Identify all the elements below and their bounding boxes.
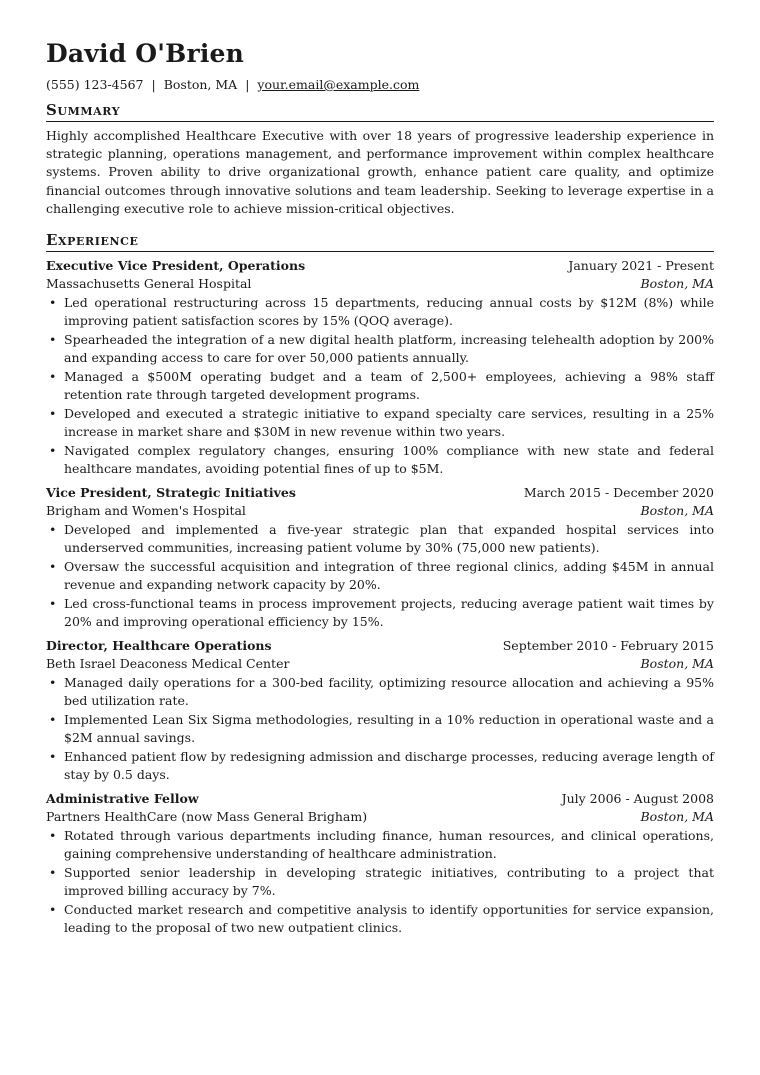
job-dates: January 2021 - Present <box>568 257 714 273</box>
contact-separator: | <box>151 77 156 92</box>
job-organization: Partners HealthCare (now Mass General Brigham) <box>46 809 368 825</box>
job-location: Boston, MA <box>640 809 714 825</box>
job-bullet: • Oversaw the successful acquisition and integration of three regional clinics, adding $45M in annual revenue and expanding network capacity by 20%. <box>46 558 714 595</box>
job-bullet: • Spearheaded the integration of a new digital health platform, increasing telehealth adoption by 200% and expanding access to care for over 50,000 patients annually. <box>46 331 714 368</box>
job-bullet: • Managed daily operations for a 300-bed facility, optimizing resource allocation and achieving a 95% bed utilization rate. <box>46 674 714 711</box>
job-dates: September 2010 - February 2015 <box>502 637 714 653</box>
job-bullet: • Managed a $500M operating budget and a team of 2,500+ employees, achieving a 98% staff retention rate through targeted development programs. <box>46 368 714 405</box>
job-bullet: • Led operational restructuring across 15 departments, reducing annual costs by $12M (8%) while improving patient satisfaction scores by 15% (QOQ average). <box>46 294 714 331</box>
job-title: Executive Vice President, Operations <box>46 257 306 273</box>
job-entry <box>46 637 714 785</box>
job-bullet: • Implemented Lean Six Sigma methodologies, resulting in a 10% reduction in operational waste and a $2M annual savings. <box>46 711 714 748</box>
job-bullet: • Developed and implemented a five-year strategic plan that expanded hospital services into underserved communities, increasing patient volume by 30% (75,000 new patients). <box>46 521 714 558</box>
experience-heading: Experience <box>46 231 714 252</box>
job-bullet: • Enhanced patient flow by redesigning admission and discharge processes, reducing average length of stay by 0.5 days. <box>46 748 714 785</box>
job-title: Vice President, Strategic Initiatives <box>46 484 296 500</box>
job-entry <box>46 257 714 479</box>
experience-section <box>46 231 714 938</box>
job-organization: Brigham and Women's Hospital <box>46 503 246 519</box>
summary-section <box>46 101 714 218</box>
contact-location: Boston, MA <box>163 77 238 92</box>
contact-separator: | <box>245 77 250 92</box>
job-bullets <box>46 827 714 938</box>
job-bullet: • Led cross-functional teams in process improvement projects, reducing average patient wait times by 20% and improving operational efficiency by 15%. <box>46 595 714 632</box>
job-bullet: • Conducted market research and competitive analysis to identify opportunities for service expansion, leading to the proposal of two new outpatient clinics. <box>46 901 714 938</box>
job-bullet: • Navigated complex regulatory changes, ensuring 100% compliance with new state and federal healthcare mandates, avoiding potential fines of up to $5M. <box>46 442 714 479</box>
job-bullets <box>46 521 714 632</box>
job-entry <box>46 484 714 632</box>
job-location: Boston, MA <box>640 503 714 519</box>
job-organization: Massachusetts General Hospital <box>46 276 252 292</box>
contact-line <box>46 76 714 93</box>
job-bullet: • Supported senior leadership in developing strategic initiatives, contributing to a project that improved billing accuracy by 7%. <box>46 864 714 901</box>
job-location: Boston, MA <box>640 656 714 672</box>
job-entry <box>46 790 714 938</box>
job-bullets <box>46 294 714 479</box>
job-title: Administrative Fellow <box>46 790 199 806</box>
job-bullet: • Developed and executed a strategic initiative to expand specialty care services, resulting in a 25% increase in market share and $30M in new revenue within two years. <box>46 405 714 442</box>
job-dates: July 2006 - August 2008 <box>561 790 714 806</box>
job-location: Boston, MA <box>640 276 714 292</box>
resume-header <box>46 38 714 93</box>
job-bullet: • Rotated through various departments including finance, human resources, and clinical operations, gaining comprehensive understanding of healthcare administration. <box>46 827 714 864</box>
job-bullets <box>46 674 714 785</box>
contact-phone: (555) 123-4567 <box>46 77 144 92</box>
job-title: Director, Healthcare Operations <box>46 637 272 653</box>
job-dates: March 2015 - December 2020 <box>523 484 714 500</box>
summary-heading: Summary <box>46 101 714 122</box>
job-organization: Beth Israel Deaconess Medical Center <box>46 656 290 672</box>
summary-text: Highly accomplished Healthcare Executive with over 18 years of progressive leadership experience in strategic planning, operations management, and performance improvement within complex healthcare systems. Proven ability to drive organizational growth, enhance patient care quality, and optimize financial outcomes through innovative solutions and team leadership. Seeking to leverage expertise in a challenging executive role to achieve mission-critical objectives. <box>46 128 714 216</box>
contact-email-link[interactable]: your.email@example.com <box>257 77 420 92</box>
candidate-name: David O'Brien <box>46 39 244 68</box>
